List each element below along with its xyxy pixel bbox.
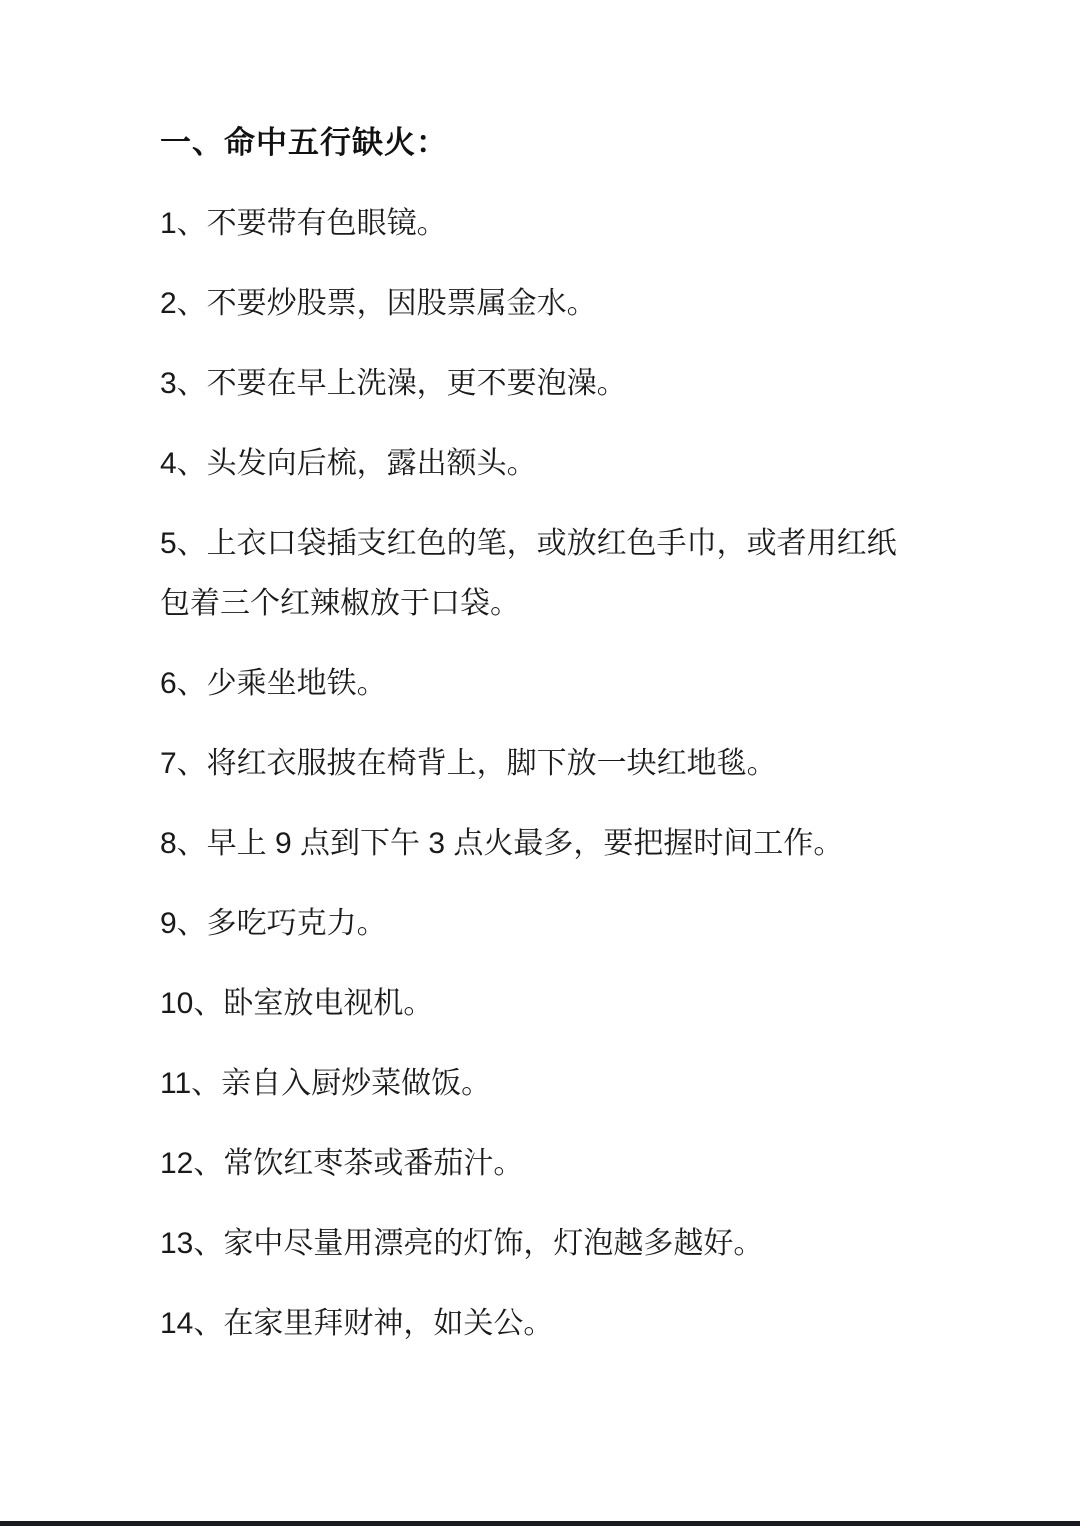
list-item: 9、多吃巧克力。	[160, 907, 387, 940]
list-item: 3、不要在早上洗澡，更不要泡澡。	[160, 367, 627, 400]
section-heading: 一、命中五行缺火：	[160, 125, 448, 160]
list-item: 4、头发向后梳，露出额头。	[160, 447, 537, 480]
list-item: 12、常饮红枣茶或番茄汁。	[160, 1147, 524, 1180]
list-item: 14、在家里拜财神，如关公。	[160, 1307, 554, 1340]
list-item: 2、不要炒股票，因股票属金水。	[160, 287, 597, 320]
list-item: 5、上衣口袋插支红色的笔，或放红色手巾，或者用红纸包着三个红辣椒放于口袋。	[160, 527, 897, 620]
list-item: 13、家中尽量用漂亮的灯饰，灯泡越多越好。	[160, 1227, 764, 1260]
list-item: 10、卧室放电视机。	[160, 987, 434, 1020]
list-item: 8、早上 9 点到下午 3 点火最多，要把握时间工作。	[160, 827, 844, 860]
list-item: 6、少乘坐地铁。	[160, 667, 387, 700]
list-item: 1、不要带有色眼镜。	[160, 207, 447, 240]
page-bottom-edge	[0, 1521, 1080, 1526]
list-item: 11、亲自入厨炒菜做饭。	[160, 1067, 492, 1100]
list-item: 7、将红衣服披在椅背上，脚下放一块红地毯。	[160, 747, 777, 780]
